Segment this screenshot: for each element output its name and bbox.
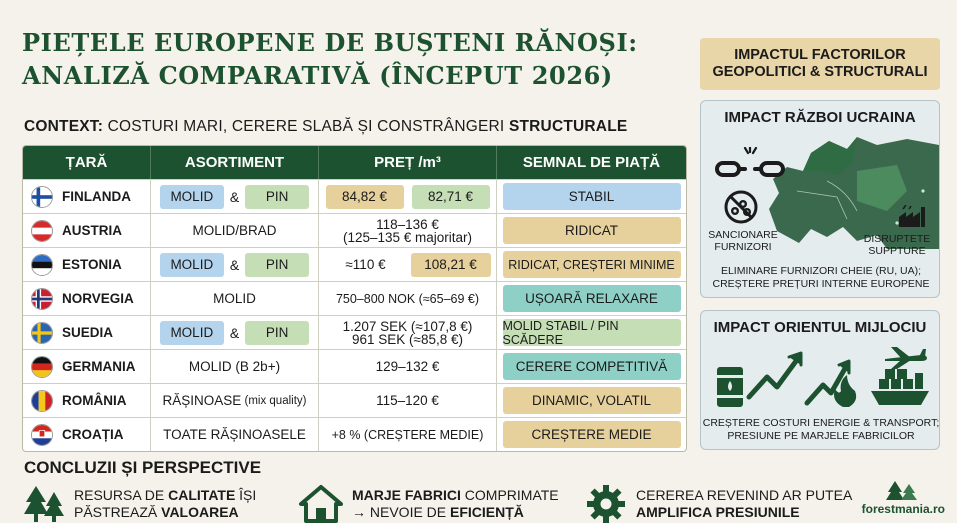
context-emphasis: STRUCTURALE <box>508 118 628 135</box>
context-text: COSTURI MARI, CERERE SLABĂ ȘI CONSTRÂNGERI <box>103 118 509 135</box>
ukraine-note <box>701 265 941 291</box>
c1-emph-2: VALOAREA <box>161 504 239 520</box>
assortment-1: MOLID <box>160 321 224 345</box>
country-name: SUEDIA <box>62 325 114 340</box>
country-name: NORVEGIA <box>62 291 134 306</box>
signal-badge: CREȘTERE MEDIE <box>503 421 681 448</box>
plane-icon <box>885 347 927 369</box>
context-line <box>24 118 627 136</box>
assortment-2: PIN <box>245 321 309 345</box>
price-cell <box>319 248 497 281</box>
assortment-text: RĂȘINOASE <box>162 393 242 408</box>
c3-text: CEREREA REVENIND AR PUTEA <box>636 487 853 503</box>
assortment-cell <box>151 248 319 281</box>
signal-cell <box>497 418 686 451</box>
header-country: ȚARĂ <box>23 146 151 179</box>
ukraine-note-line-2: CREȘTERE PREȚURI INTERNE EUROPENE <box>712 278 930 290</box>
caption-disruption <box>853 233 941 257</box>
country-cell <box>23 214 151 247</box>
austria-flag-icon <box>31 220 53 242</box>
signal-badge: STABIL <box>503 183 681 210</box>
table-row <box>23 349 686 383</box>
country-cell <box>23 248 151 281</box>
price-cell <box>319 214 497 247</box>
signal-cell <box>497 180 686 213</box>
price-cell: +8 % (CREȘTERE MEDIE) <box>319 418 497 451</box>
conclusion-quality <box>22 484 256 523</box>
ukraine-note-line-1: ELIMINARE FURNIZORI CHEIE (RU, UA); <box>720 265 922 277</box>
oil-barrel-icon <box>715 367 745 407</box>
header-price: PREȚ /m³ <box>319 146 497 179</box>
forestmania-logo <box>862 480 945 516</box>
c1-text-end: ÎȘI <box>235 487 257 503</box>
c3-emph: AMPLIFICA PRESIUNILE <box>636 504 800 520</box>
signal-badge: RIDICAT <box>503 217 681 244</box>
header-assortment: ASORTIMENT <box>151 146 319 179</box>
signal-badge: DINAMIC, VOLATIL <box>503 387 681 414</box>
energy-transport-icons <box>715 345 931 411</box>
price-line-1: 118–136 € <box>376 216 439 232</box>
middle-east-note <box>701 417 941 443</box>
assortment-cell: TOATE RĂȘINOASELE <box>151 418 319 451</box>
country-name: GERMANIA <box>62 359 136 374</box>
country-cell <box>23 282 151 315</box>
romania-flag-icon <box>31 390 53 412</box>
title-line-2: ANALIZĂ COMPARATIVĂ (ÎNCEPUT 2026) <box>22 61 613 90</box>
price-2: 82,71 € <box>412 185 490 209</box>
ukraine-title: IMPACT RĂZBOI UCRAINA <box>724 109 916 126</box>
c1-text: RESURSA DE <box>74 487 169 503</box>
price-1: ≈110 € <box>345 257 386 272</box>
signal-badge: RIDICAT, CREȘTERI MINIME <box>503 251 681 278</box>
price-line-2: (125–135 € majoritar) <box>342 229 473 245</box>
price-cell: 129–132 € <box>319 350 497 383</box>
country-cell <box>23 316 151 349</box>
broken-chain-icon <box>715 147 787 187</box>
price-cell <box>319 180 497 213</box>
c2-text-2: → NEVOIE DE <box>352 504 451 520</box>
assortment-cell <box>151 180 319 213</box>
table-row <box>23 179 686 213</box>
caption-sanctions-line-1: SANCIONARE <box>708 229 778 241</box>
price-cell: 750–800 NOK (≈65–69 €) <box>319 282 497 315</box>
ampersand: & <box>229 256 240 273</box>
estonia-flag-icon <box>31 254 53 276</box>
assortment-1: MOLID <box>160 253 224 277</box>
price-cell <box>319 316 497 349</box>
c1-emph: CALITATE <box>168 487 236 503</box>
country-cell <box>23 384 151 417</box>
country-name: ROMÂNIA <box>62 393 127 408</box>
ukraine-panel <box>700 100 940 298</box>
signal-badge: MOLID STABIL / PIN SCĂDERE <box>503 319 681 346</box>
signal-cell <box>497 350 686 383</box>
assortment-cell <box>151 384 319 417</box>
assortment-cell: MOLID (B 2b+) <box>151 350 319 383</box>
country-name: AUSTRIA <box>62 223 122 238</box>
country-name: ESTONIA <box>62 257 122 272</box>
assortment-cell: MOLID <box>151 282 319 315</box>
middle-east-note-line-1: CREȘTERE COSTURI ENERGIE & TRANSPORT; <box>702 417 940 429</box>
no-logs-icon <box>723 189 759 225</box>
assortment-1: MOLID <box>160 185 224 209</box>
logo-trees-icon <box>885 480 921 502</box>
country-cell <box>23 418 151 451</box>
germany-flag-icon <box>31 356 53 378</box>
price-2: 108,21 € <box>411 253 491 277</box>
caption-disruption-line-1: DISRUPTETE <box>863 233 931 245</box>
table-row <box>23 383 686 417</box>
price-cell: 115–120 € <box>319 384 497 417</box>
table-row <box>23 247 686 281</box>
price-line-2: 961 SEK (≈85,8 €) <box>352 331 463 347</box>
caption-sanctions-line-2: FURNIZORI <box>714 241 772 253</box>
middle-east-title: IMPACT ORIENTUL MIJLOCIU <box>713 319 927 336</box>
header-signal: SEMNAL DE PIAȚĂ <box>522 154 661 171</box>
assortment-note: (mix quality) <box>241 394 307 407</box>
conclusions-heading: CONCLUZII ȘI PERSPECTIVE <box>24 458 262 477</box>
c2-emph-2: EFICIENȚĂ <box>450 504 524 520</box>
factory-icon <box>897 205 927 227</box>
signal-cell <box>497 384 686 417</box>
price-table <box>22 145 687 452</box>
context-label: CONTEXT: <box>24 118 104 135</box>
assortment-cell <box>151 316 319 349</box>
factory-house-icon <box>298 484 344 523</box>
country-cell <box>23 350 151 383</box>
c2-emph: MARJE FABRICI <box>352 487 461 503</box>
croatia-flag-icon <box>31 424 53 446</box>
table-header <box>23 146 686 179</box>
middle-east-note-line-2: PRESIUNE PE MARJELE FABRICILOR <box>727 430 915 442</box>
logo-text: forestmania.ro <box>861 502 945 516</box>
norway-flag-icon <box>31 288 53 310</box>
trees-icon <box>22 484 68 523</box>
conclusion-margins <box>298 484 559 523</box>
assortment-2: PIN <box>245 185 309 209</box>
country-name: CROAȚIA <box>62 427 124 442</box>
conclusion-demand <box>586 484 852 523</box>
assortment-2: PIN <box>245 253 309 277</box>
ampersand: & <box>229 188 240 205</box>
c2-text: COMPRIMATE <box>460 487 559 503</box>
table-row <box>23 315 686 349</box>
price-1: 84,82 € <box>326 185 404 209</box>
title-line-1: PIEȚELE EUROPENE DE BUȘTENI RĂNOȘI: <box>22 28 638 57</box>
geopolitics-header: IMPACTUL FACTORILOR GEOPOLITICI & STRUCTURALI <box>700 38 940 90</box>
signal-badge: UȘOARĂ RELAXARE <box>503 285 681 312</box>
rising-arrow-icon <box>749 353 801 397</box>
cargo-ship-icon <box>871 369 929 405</box>
signal-badge: CERERE COMPETITIVĂ <box>503 353 681 380</box>
price-line-1: 1.207 SEK (≈107,8 €) <box>342 318 473 334</box>
page-title <box>22 26 682 92</box>
signal-cell <box>497 316 686 349</box>
signal-cell <box>497 214 686 247</box>
sweden-flag-icon <box>31 322 53 344</box>
gear-icon <box>586 484 626 523</box>
assortment-cell: MOLID/BRAD <box>151 214 319 247</box>
finland-flag-icon <box>31 186 53 208</box>
middle-east-panel <box>700 310 940 450</box>
country-name: FINLANDA <box>62 189 131 204</box>
table-row <box>23 213 686 247</box>
caption-sanctions <box>703 229 783 253</box>
table-row <box>23 281 686 315</box>
signal-cell <box>497 282 686 315</box>
ampersand: & <box>229 324 240 341</box>
signal-cell <box>497 248 686 281</box>
country-cell <box>23 180 151 213</box>
caption-disruption-line-2: SUPPTURE <box>868 245 926 257</box>
table-row <box>23 417 686 451</box>
c1-text-2: PĂSTREAZĂ <box>74 504 162 520</box>
